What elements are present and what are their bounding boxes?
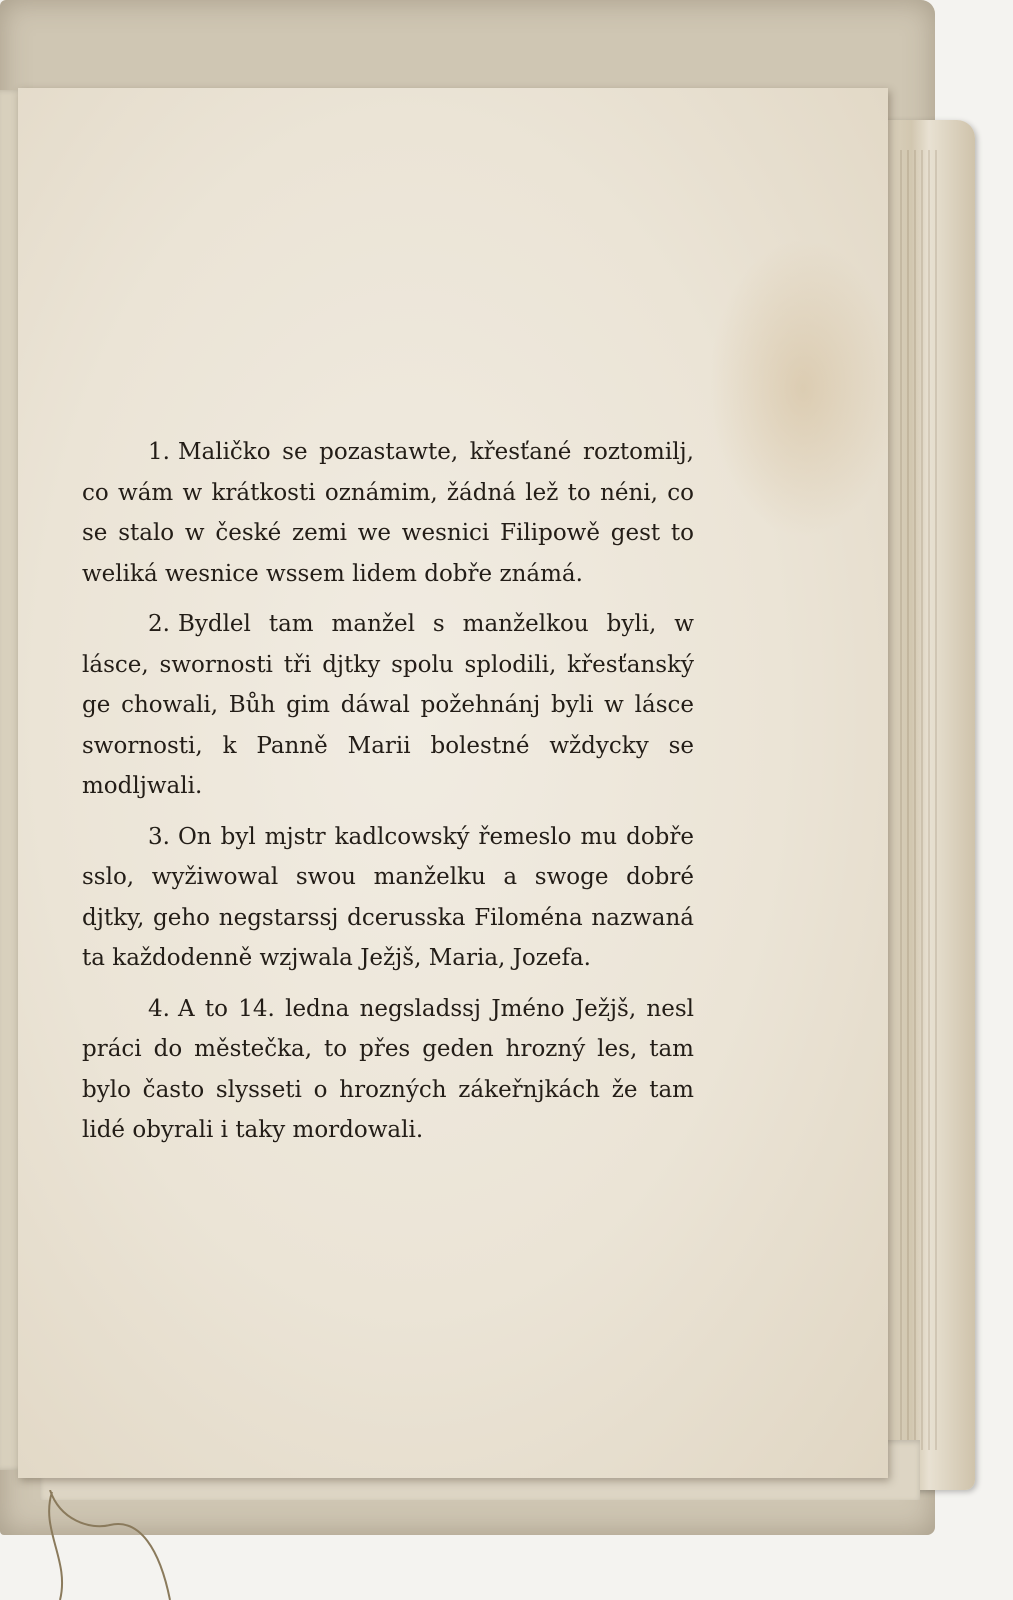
binding-thread [30, 1490, 180, 1600]
paragraph-text: On byl mjstr kadlcowský řemeslo mu dobře sslo, wyžiwowal swou manželku a swoge dobré djtky, geho negstarssj dcerusska Filoména nazwaná ta každodenně wzjwala Ježjš, Maria, Jozefa. [82, 823, 694, 971]
paragraph-number: 1. [148, 439, 170, 465]
paragraph-4 [82, 989, 694, 1151]
page-stain [708, 238, 898, 538]
paragraph-3 [82, 817, 694, 979]
paragraph-2 [82, 604, 694, 807]
paragraph-1 [82, 432, 694, 594]
paragraph-number: 4. [148, 995, 170, 1022]
paragraph-number: 2. [148, 611, 170, 637]
page-text [82, 432, 694, 1161]
paragraph-text: Maličko se pozastawte, křesťané roztomilj, co wám w krátkosti oznámim, žádná lež to néni, co se stalo w české zemi we wesnici Filipowě gest to weliká wesnice wssem lidem dobře známá. [82, 439, 694, 587]
paragraph-text: Bydlel tam manžel s manželkou byli, w lásce, swornosti tři djtky spolu splodili, křesťanský ge chowali, Bůh gim dáwal požehnánj byli w lásce swornosti, k Panně Marii bolestné wždycky se modljwali. [82, 611, 694, 799]
paragraph-number: 3. [148, 823, 170, 850]
paragraph-text: A to 14. ledna negsladssj Jméno Ježjš, nesl práci do městečka, to přes geden hrozný les, tam bylo často slysseti o hrozných zákeřnjkách že tam lidé obyrali i taky mordowali. [82, 995, 694, 1143]
